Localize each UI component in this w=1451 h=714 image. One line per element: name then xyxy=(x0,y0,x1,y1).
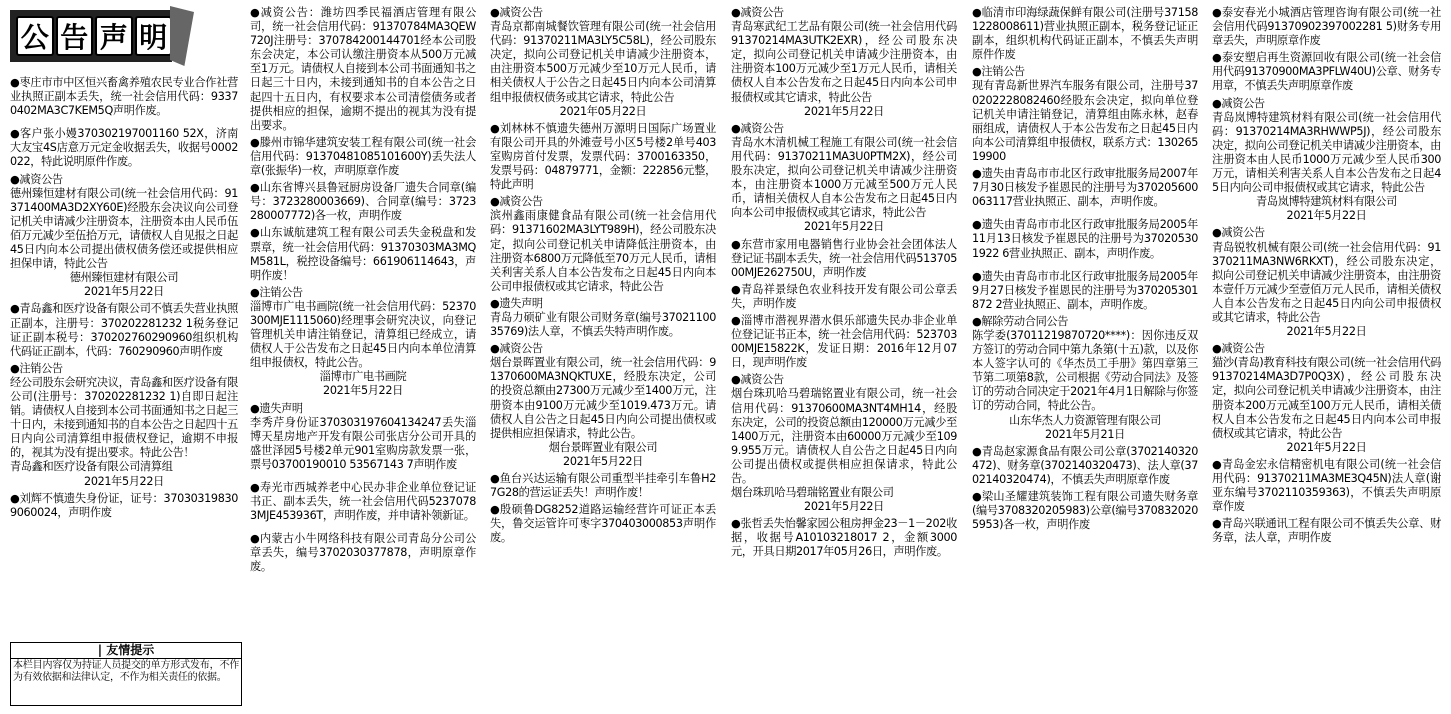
ink-brush-decoration xyxy=(170,6,194,66)
notice-heading: ●客户张小嫚370302197001160 52X，济南大友宝4S店意万元定金收据丢失，收据号0002022，特此说明原件作废。 xyxy=(10,127,238,169)
masthead-char: 告 xyxy=(56,16,94,56)
notice-heading: ●遗失声明 xyxy=(490,296,543,310)
notice-heading: ●减资公告 xyxy=(1212,342,1265,356)
notice xyxy=(490,6,716,119)
notice xyxy=(250,532,476,574)
notice-text: 青岛水木清机械工程施工有限公司(统一社会信用代码：91370211MA3U0PTM2X)，经公司股东决定，拟向公司登记机关申请减少注册资本，由注册资本1000万元减至500万元人民币，请相关债权人自本公告发布之日起45日内向本公司申报债权或其它请求，特此公告 xyxy=(731,135,957,220)
notice-heading: ●青岛鑫和医疗设备有限公司不慎丢失营业执照正副本，注册号：370202281232 1税务登记证正副本税号：370202760290960组织机构代码证正副本，代码：760290960声明作废 xyxy=(10,302,238,358)
notice xyxy=(10,127,238,169)
notice-heading: ●青岛兴联通讯工程有限公司不慎丢失公章、财务章，法人章，声明作废 xyxy=(1212,517,1441,545)
notice-heading: ●东营市家用电器销售行业协会社会团体法人登记证书副本丢失，统一社会信用代码51370500MJE262750U，声明作废 xyxy=(731,237,957,279)
notice xyxy=(731,238,957,280)
notice-signature: 2021年5月22日 xyxy=(1286,440,1367,454)
notice xyxy=(250,6,476,133)
notice-signature: 2021年5月22日 xyxy=(84,285,164,299)
notice-heading: ●减资公告 xyxy=(490,195,543,209)
notice-heading: ●减资公告 xyxy=(10,172,63,186)
notice-signature: 德州臻恒建材有限公司 xyxy=(69,271,179,285)
notice-heading: ●泰安塑启再生资源回收有限公司(统一社会信用代码91370900MA3PFLW40U)公章、财务专用章，不慎丢失声明原章作废 xyxy=(1212,51,1441,93)
notice xyxy=(10,173,238,300)
notice xyxy=(10,492,238,520)
notice-heading: ●鱼台兴达运输有限公司重型半挂牵引车鲁H27G28的营运证丢失！声明作废！ xyxy=(490,472,716,500)
notice-text: 烟台珠玑哈马碧瑞铭置业有限公司，统一社会信用代码：91370600MA3NT4MH14，经股东决定，公司的投资总额由120000万元减少至1400万元，注册资本由60000万元减少至1099.955万元。请债权人自公告之日起45日内向公司提出债权或提供相应担保请求，特此公告。 xyxy=(731,387,957,485)
notice xyxy=(731,517,957,559)
notice xyxy=(972,65,1198,164)
friendly-notice-body: 本栏目内容仅为持证人员提交的单方形式发布，不作为有效依据和法律认定，不作为相关责任的依据。 xyxy=(13,659,239,684)
notice-heading: ●解除劳动合同公告 xyxy=(972,314,1069,328)
notice-heading: ●减资公告 xyxy=(1212,96,1265,110)
notice-signature: 2021年5月22日 xyxy=(84,474,164,488)
notice-text: 德州臻恒建材有限公司(统一社会信用代码：91371400MA3D2XY60E)经股东会决议向公司登记机关申请减少注册资本，注册资本由人民币伍佰万元减少至伍拾万元，请债权人自见报之日起45日内向本公司提出债权债务偿还或提供相应担保申请，特此公告 xyxy=(10,186,238,271)
notice-heading: ●青岛金宏永信精密机电有限公司(统一社会信用代码：91370211MA3ME3Q45N)法人章(谢亚东编号3702110359363)，不慎丢失声明原章作废 xyxy=(1212,457,1441,514)
notice-signature: 2021年5月22日 xyxy=(804,104,884,118)
notice xyxy=(1212,342,1441,455)
notice-text: 现有青岛新世界汽车服务有限公司，注册号370202228082460经股东会决定，拟向单位登记机关申请注销登记，清算组由陈永林，赵春丽组成，请债权人于本公告发布之日起45日内向本公司清算组申报债权，联系方式：13026519900 xyxy=(972,79,1198,163)
friendly-notice-title: | 友情提示 xyxy=(11,643,241,659)
notice xyxy=(10,302,238,358)
notice-heading: ●遗失声明 xyxy=(250,401,303,415)
notice-signature: 淄博市广电书画院 xyxy=(319,370,407,384)
notice-signature: 2021年05月22日 xyxy=(559,104,647,118)
notice-text: 烟台景晖置业有限公司，统一社会信用代码：91370600MA3NQKTUXE，经股东决定，公司的投资总额由27300万元减少至1400万元，注册资本由9100万元减少至1019.473万元。请债权人自公告之日起45日内向公司提出债权或提供相应担保请求，特此公告。 xyxy=(490,356,716,440)
notice xyxy=(250,136,476,178)
notice xyxy=(972,6,1198,62)
notice-text: 青岛寒武纪工艺品有限公司(统一社会信用代码91370214MA3UTK2EXR)，经公司股东决定，拟向公司登记机关申请减少注册资本，由注册资本100万元减少至1万元人民币，请相关债权人自本公告发布之日起45日内向本公司申报债权或其它请求，特此公告 xyxy=(731,20,957,104)
notice-heading: ●山东省博兴县鲁冠厨房设备厂遗失合同章(编号：3723280003669)、合同章(编号：3723280007772)各一枚，声明作废 xyxy=(250,181,476,223)
masthead-char: 声 xyxy=(95,16,133,56)
notice-heading: ●滕州市锦华建筑安装工程有限公司(统一社会信用代码：91370481085101600Y)丢失法人章(张振华)一枚，声明原章作废 xyxy=(250,135,476,178)
notice xyxy=(972,315,1198,442)
notice-heading: ●减资公告 xyxy=(731,121,784,135)
masthead-char: 公 xyxy=(16,16,54,56)
notice xyxy=(972,270,1198,312)
column-6 xyxy=(1212,6,1441,708)
notice xyxy=(10,362,238,489)
friendly-notice-box xyxy=(10,642,242,706)
masthead-char: 明 xyxy=(135,16,173,56)
notice-heading: ●梁山圣耀建筑装饰工程有限公司遗失财务章(编号3708320205983)公章(编号3708320205953)各一枚，声明作废 xyxy=(972,490,1198,532)
notice-text: 青岛锐牧机械有限公司(统一社会信用代码：91370211MA3NW6RKXT)，经公司股东决定，拟向公司登记机关申请减少注册资本，由注册资本壹仟万元减少至壹佰万元人民币，请相关债权人自本公告发布之日起45日内向公司申报债权或其它请求，特此公告 xyxy=(1212,240,1441,324)
notice-heading: ●减资公告 xyxy=(490,6,543,19)
notice xyxy=(490,342,716,469)
notice xyxy=(250,181,476,223)
notice xyxy=(1212,226,1441,339)
notice-signature: 青岛岚博特建筑材料有限公司 xyxy=(1256,195,1397,209)
notice-signature: 山东华杰人力资源管理有限公司 xyxy=(1009,413,1161,427)
notice-heading: ●枣庄市市中区恒兴畜禽养殖农民专业合作社营业执照正副本丢失，统一社会信用代码：93370402MA3C7KEM5Q声明作废。 xyxy=(10,76,238,118)
notice xyxy=(972,490,1198,532)
notice-heading: ●刘林林不慎遗失德州万源明日国际广场置业有限公司开具的外滩壹号小区5号楼2单号403室购房首付发票，发票代码：3700163350，发票号码：04879771，金额：222856元整，特此声明 xyxy=(490,121,716,192)
notice xyxy=(490,503,716,545)
notice-text: 青岛京都南城餐饮管理有限公司(统一社会信用代码：91370211MA3LY5C58L)，经公司股东决定，拟向公司登记机关申请减少注册资本，由注册资本500万元减少至10万元人民币，请相关债权人于公告之日起45日内向本公司清算组申报债权债务或其它请求，特此公告 xyxy=(490,20,716,104)
notice-heading: ●青岛赵家源食品有限公司公章(3702140320472)、财务章(3702140320473)、法人章(3702140320474)，不慎丢失声明原章作废 xyxy=(972,444,1198,486)
notice-signature: 2021年5月22日 xyxy=(1286,325,1367,339)
notice-signature: 2021年5月22日 xyxy=(563,454,643,468)
notice-signature: 2021年5月22日 xyxy=(804,220,884,234)
notice-heading: ●减资公告 xyxy=(731,373,784,387)
notice-heading: ●临清市印海绿蔬保鲜有限公司(注册号371581228008611)营业执照正副本，税务登记证正副本，组织机构代码证正副本，不慎丢失声明原件作废 xyxy=(972,6,1198,62)
notice-text: 陈学委(37011219870720****)：因你违反双方签订的劳动合同中第九条第(十五)款，以及你本人签字认可的《华杰员工手册》第四章第三节第二项第8款，公司根据《劳动合同法》及签订的劳动合同决定于2021年4月1日解除与你签订的劳动合同，特此公告。 xyxy=(972,328,1198,413)
notice-signature: 2021年5月22日 xyxy=(1286,209,1367,223)
notice xyxy=(1212,517,1441,545)
notice-heading: ●张哲丢失怡馨家园公租房押金23－1－202收据，收据号A10103218017 2，金额3000元，开具日期2017年05月26日，声明作废。 xyxy=(731,517,957,559)
notice xyxy=(1212,6,1441,48)
notice-heading: ●减资公告 xyxy=(490,342,543,356)
notice xyxy=(972,445,1198,487)
notice-text: 青岛鑫和医疗设备有限公司清算组 xyxy=(10,460,173,474)
notice xyxy=(731,314,957,370)
notice xyxy=(10,76,238,118)
notice xyxy=(250,402,476,472)
column-4 xyxy=(731,6,957,708)
notice-heading: ●遗失由青岛市市北区行政审批服务局2005年11月13日核发予崔恩民的注册号为370205301922 6营业执照正、副本，声明作废。 xyxy=(972,218,1198,260)
notice xyxy=(250,226,476,282)
notice-heading: ●注销公告 xyxy=(10,361,63,375)
column-1 xyxy=(10,76,238,708)
notice xyxy=(972,167,1198,209)
notice-text: 李秀芹身份证370303197604134247丢失淄博天星房地产开发有限公司张店分公司开具的盛世泽园5号楼2单元901室购房款发票一张，票号03700190010 53567143 7声明作废 xyxy=(250,415,476,471)
notice-text: 青岛力硕矿业有限公司财务章(编号3702110035769)法人章，不慎丢失特声明作废。 xyxy=(490,310,716,339)
notice xyxy=(490,297,716,339)
notice-text: 烟台珠玑哈马碧瑞铭置业有限公司 xyxy=(731,486,894,500)
notice xyxy=(1212,97,1441,224)
notice-heading: ●遗失由青岛市市北区行政审批服务局2005年9月27日核发予崔恩民的注册号为370205301872 2营业执照正、副本，声明作废。 xyxy=(972,269,1198,311)
notice-heading: ●遗失由青岛市市北区行政审批服务局2007年7月30日核发予崔恩民的注册号为370205600063117营业执照正、副本，声明作废。 xyxy=(972,167,1198,209)
notice xyxy=(731,122,957,235)
notice xyxy=(490,122,716,192)
column-5 xyxy=(972,6,1198,708)
notice xyxy=(490,472,716,500)
notice xyxy=(731,283,957,311)
notice xyxy=(972,218,1198,260)
masthead-logo xyxy=(10,6,196,66)
notice-signature: 2021年5月21日 xyxy=(1045,427,1125,441)
notice-signature: 2021年5月22日 xyxy=(323,384,403,398)
notice xyxy=(731,373,957,514)
notice-heading: ●注销公告 xyxy=(972,65,1025,79)
notice-signature: 2021年5月22日 xyxy=(804,500,884,514)
column-3 xyxy=(490,6,716,708)
notice-heading: ●内蒙古小牛网络科技有限公司青岛分公司公章丢失，编号3702030377878，声明原章作废。 xyxy=(250,532,476,574)
notice-heading: ●淄博市潜视界潜水俱乐部遗失民办非企业单位登记证书正本，统一社会信用代码：52370300MJE15822K，发证日期：2016年12月07日，现声明作废 xyxy=(731,313,957,370)
notice xyxy=(250,286,476,399)
notice xyxy=(490,195,716,294)
notice xyxy=(250,481,476,523)
notice-text: 滨州鑫雨康健食品有限公司(统一社会信用代码：91371602MA3LYT989H)，经公司股东决定，拟向公司登记机关申请降低注册资本，由注册资本6800万元降低至70万元人民币，请相关利害关系人自本公告发布之日起45日内向本公司申报债权或其它请求，特此公告 xyxy=(490,209,716,293)
notice-text: 经公司股东会研究决议，青岛鑫和医疗设备有限公司(注册号：370202281232 1)自即日起注销。请债权人自接到本公司书面通知书之日起三十日内，未接到通知书的自本公告之日起四十五日内向公司清算组申报债权登记，逾期不申报的，视其为没有提出要求。特此公告！ xyxy=(10,375,238,460)
notice xyxy=(731,6,957,119)
notice-heading: ●泰安春光小城酒店管理咨询有限公司(统一社会信用代码91370902397002281 5)财务专用章丢失，声明原章作废 xyxy=(1212,6,1441,48)
masthead-banner xyxy=(10,10,172,62)
notice-heading: ●青岛祥景绿色农业科技开发有限公司公章丢失，声明作废 xyxy=(731,282,957,310)
notice-heading: ●减资公告 xyxy=(1212,226,1265,240)
notice-signature: 烟台景晖置业有限公司 xyxy=(548,440,658,454)
notice-heading: ●注销公告 xyxy=(250,285,303,299)
notice-heading: ●减资公告：潍坊四季民福酒店管理有限公司，统一社会信用代码：91370784MA3QEW720J注册号：370784200144701经本公司股东会决定，本公司认缴注册资本从500万元减至1万元。请债权人自接到本公司书面通知书之日起三十日内，未接到通知书的自本公告之日起四十五日内，有权要求本公司清偿债务或者提供相应的担保，逾期不提出的视其为没有提出要求。 xyxy=(250,6,476,132)
notice-text: 淄博市广电书画院(统一社会信用代码：52370300MJE1115060)经理事会研究决议，向登记管理机关申请注销登记，清算组已经成立，请债权人于公告发布之日起45日内向本单位清算组申报债权，特此公告。 xyxy=(250,299,476,370)
notice xyxy=(1212,51,1441,93)
column-2 xyxy=(250,6,476,708)
notice-text: 青岛岚博特建筑材料有限公司(统一社会信用代码：91370214MA3RHWWP5J)，经公司股东决定，拟向公司登记机关申请减少注册资本，由注册资本由人民币1000万元减少至人民币300万元，请相关利害关系人自本公告发布之日起45日内向公司申报债权或其它请求，特此公告 xyxy=(1212,110,1441,195)
notice-heading: ●寿光市西城养老中心民办非企业单位登记证书正、副本丢失，统一社会信用代码52370783MJE453936T，声明作废，并申请补领新证。 xyxy=(250,481,476,523)
notice-heading: ●减资公告 xyxy=(731,6,784,19)
notice-heading: ●山东诚航建筑工程有限公司丢失金税盘和发票章，统一社会信用代码：91370303MA3MQM581L，税控设备编号：661906114643，声明作废！ xyxy=(250,226,476,282)
notice-heading: ●刘辉不慎遗失身份证，证号：370303198309060024，声明作废 xyxy=(10,491,238,519)
notice-text: 猫沙(青岛)教育科技有限公司(统一社会信用代码91370214MA3D7P0Q3X)，经公司股东决定，拟向公司登记机关申请减少注册资本，由注册资本200万元减至100万元人民币，请相关债权人自本公告发布之日起45日内向本公司申报债权或其它请求，特此公告 xyxy=(1212,356,1441,440)
notice-heading: ●殷硕鲁DG8252道路运输经营许可证正本丢失，鲁交运管许可枣字370403000853声明作废。 xyxy=(490,503,716,545)
notice xyxy=(1212,458,1441,514)
